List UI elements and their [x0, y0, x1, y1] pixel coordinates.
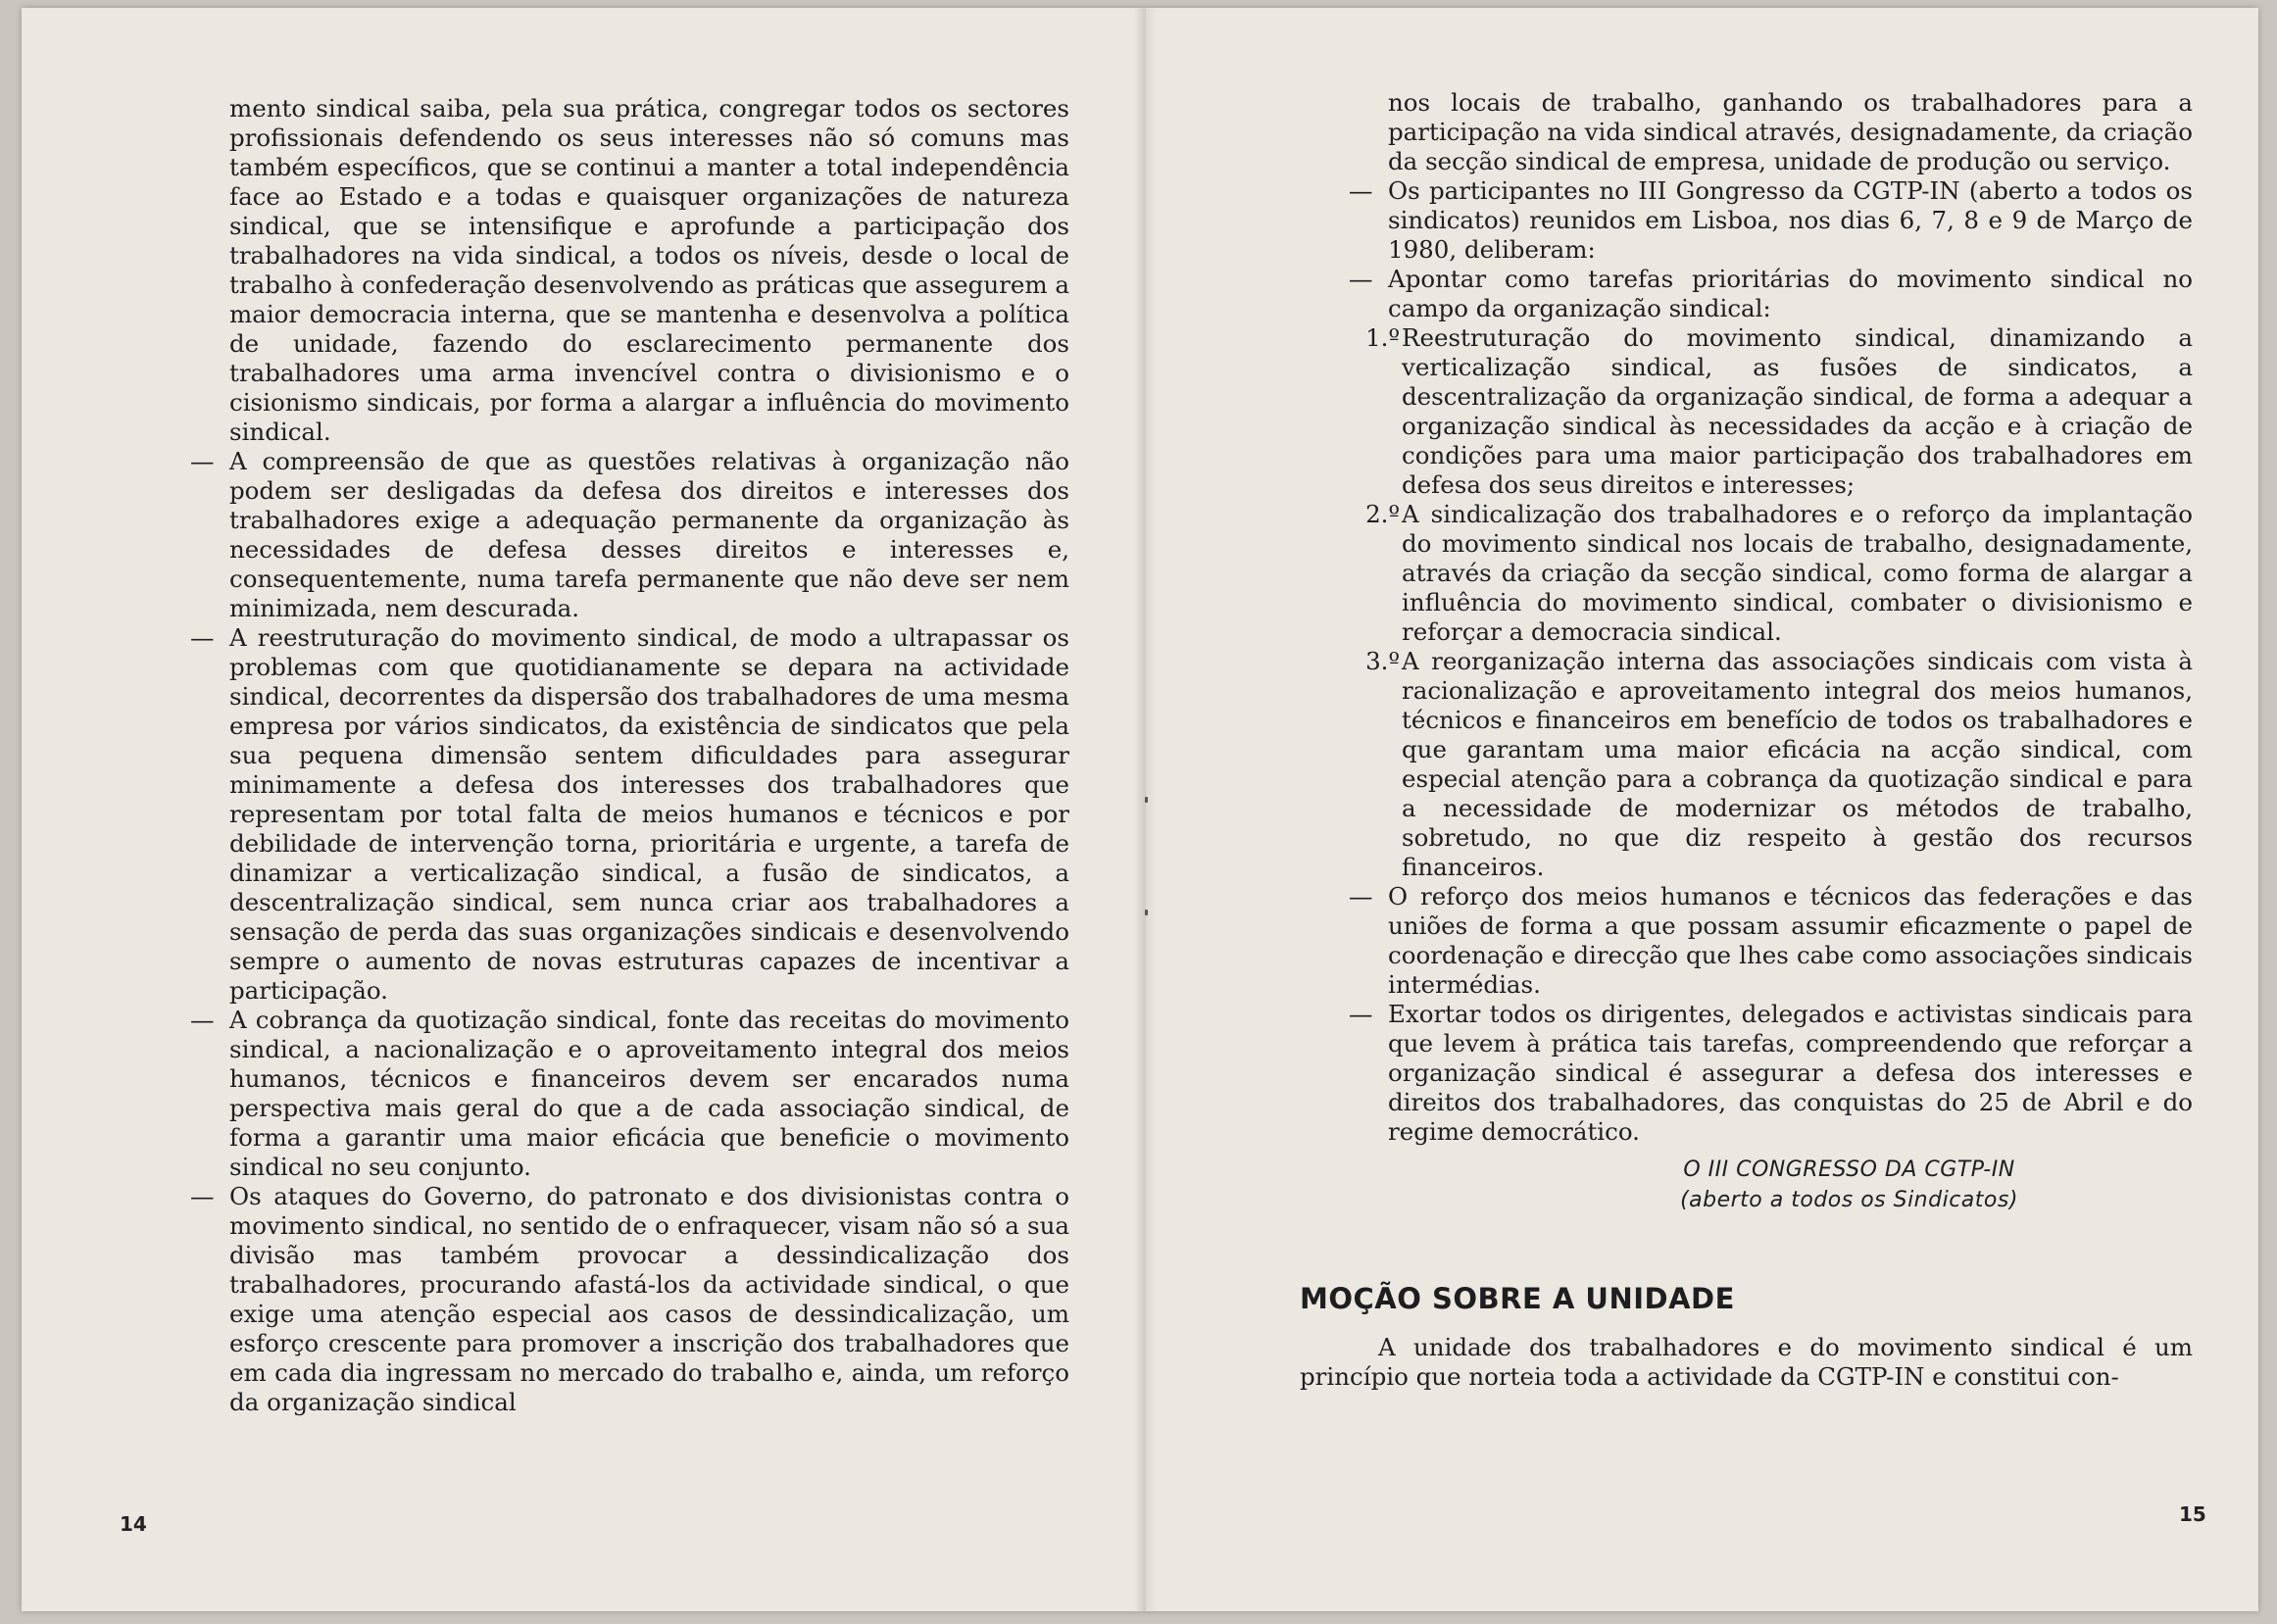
numbered-item-text: A reorganização interna das associações sindicais com vista à racionalização e aproveitamento integral dos meios humanos, técnicos e financeiros em benefício de todos os trabalhadores e que garantam uma maior eficácia na acção sindical, com especial atenção para a cobrança da quotização sindical e para a necessidade de modernizar os métodos de trabalho, sobretudo, no que diz respeito à gestão dos recursos financeiros. — [1402, 647, 2193, 881]
list-item — [1349, 265, 2193, 323]
numbered-list — [1365, 323, 2193, 882]
numbered-item-text: Reestruturação do movimento sindical, dinamizando a verticalização sindical, as fusões de sindicatos, a descentralização da organização sindical, de forma a adequar a organização sindical às necessidades da acção e à criação de condições para uma maior participação dos trabalhadores em defesa dos seus direitos e interesses; — [1402, 323, 2193, 499]
item-number: 1.º — [1365, 323, 1400, 352]
numbered-item-text: A sindicalização dos trabalhadores e o reforço da implantação do movimento sindical nos locais de trabalho, designadamente, através da criação da secção sindical, como forma de alargar a influência do movimento sindical, combater o divisionismo e reforçar a democracia sindical. — [1402, 500, 2193, 646]
numbered-item — [1365, 500, 2193, 647]
left-page — [22, 8, 1146, 1611]
dash-marker: — — [1349, 265, 1373, 293]
dash-marker: — — [190, 1006, 215, 1034]
list-item — [1349, 882, 2193, 1000]
item-number: 3.º — [1365, 647, 1400, 675]
list-item-text: Os participantes no III Gongresso da CGTP-IN (aberto a todos os sindicatos) reunidos em Lisboa, nos dias 6, 7, 8 e 9 de Março de 1980, deliberam: — [1388, 176, 2193, 264]
dash-marker: — — [1349, 176, 1373, 205]
signature-line: O III CONGRESSO DA CGTP-IN — [1683, 1157, 2015, 1182]
dash-marker: — — [190, 447, 215, 475]
list-item — [1349, 1000, 2193, 1147]
list-item-text: A cobrança da quotização sindical, fonte das receitas do movimento sindical, a nacionalização e o aproveitamento integral dos meios humanos, técnicos e financeiros devem ser encarados numa perspectiva mais geral do que a de cada associação sindical, de forma a garantir uma maior eficácia que beneficie o movimento sindical no seu conjunto. — [229, 1006, 1069, 1181]
left-text-column — [190, 94, 1069, 1417]
list-item-text: Apontar como tarefas prioritárias do movimento sindical no campo da organização sindical: — [1388, 265, 2193, 322]
item-number: 2.º — [1365, 500, 1400, 528]
right-page — [1146, 8, 2258, 1611]
numbered-item — [1365, 323, 2193, 500]
list-item-text: O reforço dos meios humanos e técnicos das federações e das uniões de forma a que possam assumir eficazmente o papel de coordenação e direcção que lhes cabe como associações sindicais intermédias. — [1388, 882, 2193, 999]
list-item-text: Os ataques do Governo, do patronato e dos divisionistas contra o movimento sindical, no sentido de o enfraquecer, visam não só a sua divisão mas também provocar a dessindicalização dos trabalhadores, procurando afastá-los da actividade sindical, o que exige uma atenção especial aos casos de dessindicalização, um esforço crescente para promover a inscrição dos trabalhadores que em cada dia ingressam no mercado do trabalho e, ainda, um reforço da organização sindical — [229, 1182, 1069, 1416]
section-body: A unidade dos trabalhadores e do movimento sindical é um princípio que norteia toda a actividade da CGTP-IN e constitui con- — [1300, 1333, 2193, 1391]
dash-marker: — — [190, 1182, 215, 1210]
left-opening-paragraph: mento sindical saiba, pela sua prática, congregar todos os sectores profissionais defendendo os seus interesses não só comuns mas também específicos, que se continui a manter a total independência face ao Estado e a todas e quaisquer organizações de natureza sindical, que se intensifique e aprofunde a participação dos trabalhadores na vida sindical, a todos os níveis, desde o local de trabalho à confederação desenvolvendo as práticas que assegurem a maior democracia interna, que se mantenha e desenvolva a política de unidade, fazendo do esclarecimento permanente dos trabalhadores uma arma invencível contra o divisionismo e o cisionismo sindicais, por forma a alargar a influência do movimento sindical. — [229, 94, 1069, 446]
list-item-text: A reestruturação do movimento sindical, de modo a ultrapassar os problemas com que quotidianamente se depara na actividade sindical, decorrentes da dispersão dos trabalhadores de uma mesma empresa por vários sindicatos, da existência de sindicatos que pela sua pequena dimensão sentem dificuldades para assegurar minimamente a defesa dos interesses dos trabalhadores que representam por total falta de meios humanos e técnicos e por debilidade de intervenção torna, prioritária e urgente, a tarefa de dinamizar a verticalização sindical, a fusão de sindicatos, a descentralização sindical, sem nunca criar aos trabalhadores a sensação de perda das suas organizações sindicais e desenvolvendo sempre o aumento de novas estruturas capazes de incentivar a participação. — [229, 623, 1069, 1005]
list-item-text: A compreensão de que as questões relativas à organização não podem ser desligadas da defesa dos direitos e interesses dos trabalhadores exige a adequação permanente da organização às necessidades de defesa desses direitos e interesses e, consequentemente, numa tarefa permanente que não deve ser nem minimizada, nem descurada. — [229, 447, 1069, 622]
right-text-column — [1300, 88, 2193, 1392]
signature-block — [1388, 1155, 2193, 1215]
list-item — [1349, 176, 2193, 265]
right-opening-paragraph: nos locais de trabalho, ganhando os trabalhadores para a participação na vida sindical através, designadamente, da criação da secção sindical de empresa, unidade de produção ou serviço. — [1388, 88, 2193, 175]
list-item — [190, 447, 1069, 623]
list-item — [190, 1182, 1069, 1417]
section-title: MOÇÃO SOBRE A UNIDADE — [1300, 1282, 1735, 1315]
book-spread — [22, 8, 2258, 1611]
list-item-text: Exortar todos os dirigentes, delegados e activistas sindicais para que levem à prática tais tarefas, compreendendo que reforçar a organização sindical é assegurar a defesa dos interesses e direitos dos trabalhadores, das conquistas do 25 de Abril e do regime democrático. — [1388, 1000, 2193, 1146]
numbered-item — [1365, 647, 2193, 882]
signature-subline: (aberto a todos os Sindicatos) — [1680, 1188, 2018, 1212]
page-number: 15 — [2179, 1502, 2206, 1526]
list-item — [190, 623, 1069, 1006]
list-item — [190, 1006, 1069, 1182]
dash-marker: — — [190, 623, 215, 652]
page-number: 14 — [120, 1512, 147, 1536]
dash-marker: — — [1349, 1000, 1373, 1028]
dash-marker: — — [1349, 882, 1373, 910]
